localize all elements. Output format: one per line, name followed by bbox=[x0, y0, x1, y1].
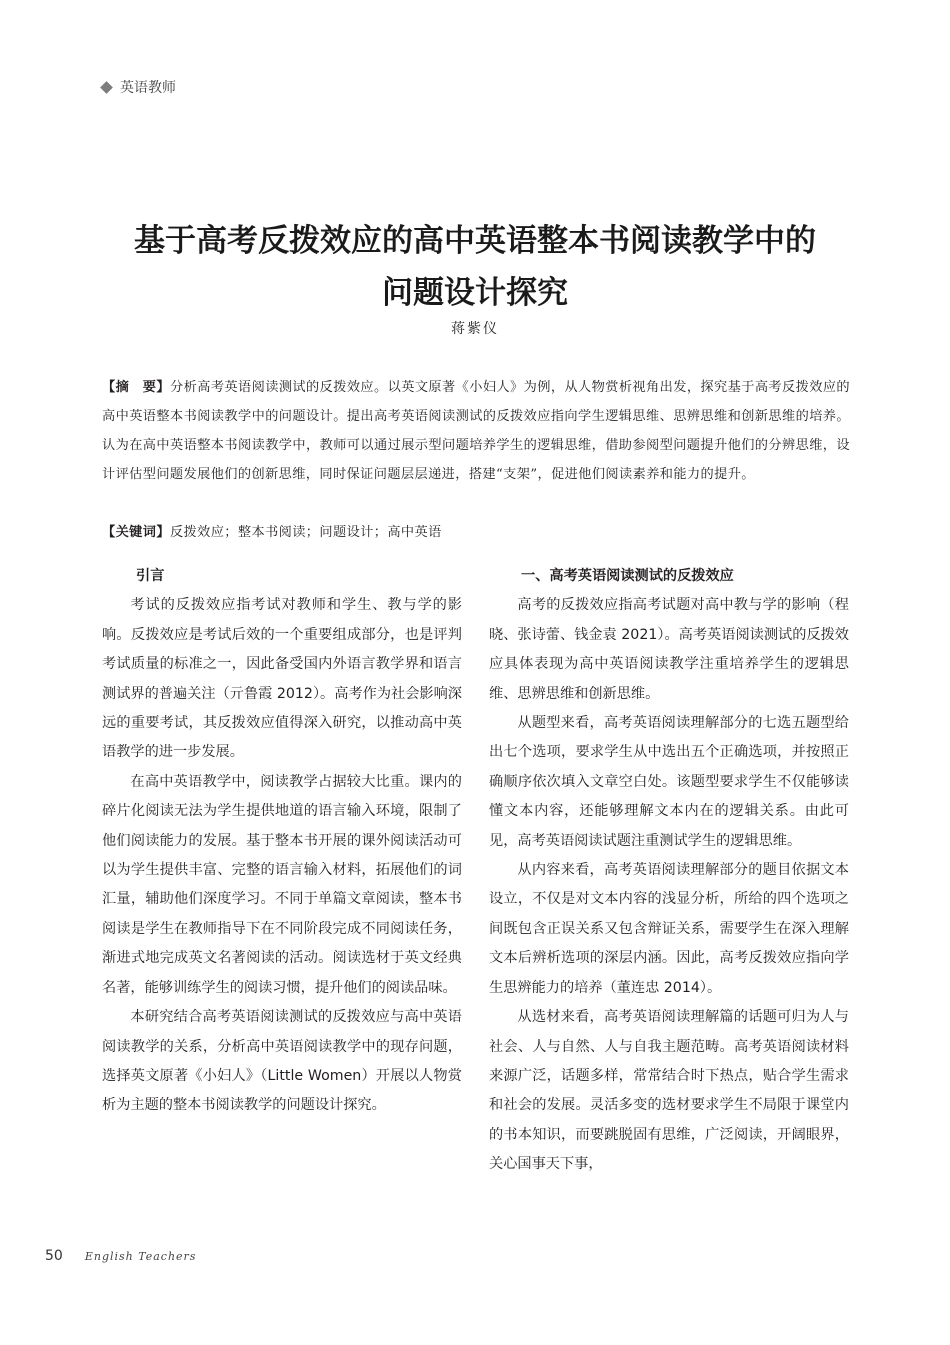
paragraph: 从题型来看，高考英语阅读理解部分的七选五题型给出七个选项，要求学生从中选出五个正确选项，并按照正确顺序依次填入文章空白处。该题型要求学生不仅能够读懂文本内容，还能够理解文本内在的逻辑关系。由此可见，高考英语阅读试题注重测试学生的逻辑思维。 bbox=[489, 715, 849, 849]
paragraph: 本研究结合高考英语阅读测试的反拨效应与高中英语阅读教学的关系，分析高中英语阅读教学中的现存问题，选择英文原著《小妇人》（Little Women）开展以人物赏析为主题的整本书阅读教学的问题设计探究。 bbox=[102, 1009, 462, 1114]
section-header bbox=[102, 76, 176, 98]
paragraph: 在高中英语教学中，阅读教学占据较大比重。课内的碎片化阅读无法为学生提供地道的语言输入环境，限制了他们阅读能力的发展。基于整本书开展的课外阅读活动可以为学生提供丰富、完整的语言输入材料，拓展他们的词汇量，辅助他们深度学习。不同于单篇文章阅读，整本书阅读是学生在教师指导下在不同阶段完成不同阅读任务，渐进式地完成英文名著阅读的活动。阅读选材于英文经典名著，能够训练学生的阅读习惯，提升他们的阅读品味。 bbox=[102, 773, 462, 996]
page-number: 50 bbox=[45, 1248, 63, 1264]
article-title bbox=[60, 215, 890, 319]
title-line-2: 问题设计探究 bbox=[382, 275, 568, 311]
title-line-1: 基于高考反拨效应的高中英语整本书阅读教学中的 bbox=[134, 223, 816, 259]
keywords bbox=[102, 518, 850, 547]
page-footer bbox=[45, 1248, 196, 1264]
paragraph: 高考的反拨效应指高考试题对高中教与学的影响（程晓、张诗蕾、钱金袁 2021）。高考英语阅读测试的反拨效应具体表现为高中英语阅读教学注重培养学生的逻辑思维、思辨思维和创新思维。 bbox=[489, 597, 849, 702]
journal-name: English Teachers bbox=[84, 1250, 197, 1263]
left-column bbox=[102, 562, 462, 1121]
keywords-text: 反拨效应；整本书阅读；问题设计；高中英语 bbox=[169, 525, 442, 540]
abstract-text: 分析高考英语阅读测试的反拨效应。以英文原著《小妇人》为例，从人物赏析视角出发，探究基于高考反拨效应的高中英语整本书阅读教学中的问题设计。提出高考英语阅读测试的反拨效应指向学生逻辑思维、思辨思维和创新思维的培养。认为在高中英语整本书阅读教学中，教师可以通过展示型问题培养学生的逻辑思维，借助参阅型问题提升他们的分辨思维，设计评估型问题发展他们的创新思维，同时保证问题层层递进，搭建“支架”，促进他们阅读素养和能力的提升。 bbox=[102, 380, 851, 482]
paragraph: 从内容来看，高考英语阅读理解部分的题目依据文本设立，不仅是对文本内容的浅显分析，所给的四个选项之间既包含正误关系又包含辩证关系，需要学生在深入理解文本后辨析选项的深层内涵。因此，高考反拨效应指向学生思辨能力的培养（董连忠 2014）。 bbox=[489, 862, 849, 996]
section-label: 英语教师 bbox=[120, 80, 176, 96]
section-heading-intro: 引言 bbox=[136, 568, 165, 584]
keywords-label: 【关键词】 bbox=[102, 525, 170, 540]
author-name: 蒋紫仪 bbox=[451, 321, 499, 337]
paragraph: 从选材来看，高考英语阅读理解篇的话题可归为人与社会、人与自然、人与自我主题范畴。高考英语阅读材料来源广泛，话题多样，常常结合时下热点，贴合学生需求和社会的发展。灵活多变的选材要求学生不局限于课堂内的书本知识，而要跳脱固有思维，广泛阅读，开阔眼界，关心国事天下事， bbox=[489, 1009, 849, 1173]
paragraph: 考试的反拨效应指考试对教师和学生、教与学的影响。反拨效应是考试后效的一个重要组成部分，也是评判考试质量的标准之一，因此备受国内外语言教学界和语言测试界的普遍关注（亓鲁霞 2012）。高考作为社会影响深远的重要考试，其反拨效应值得深入研究，以推动高中英语教学的进一步发展。 bbox=[102, 597, 462, 761]
abstract bbox=[102, 373, 850, 489]
abstract-label: 【摘 要】 bbox=[102, 380, 171, 395]
section-heading-1: 一、高考英语阅读测试的反拨效应 bbox=[521, 568, 734, 584]
right-column bbox=[489, 562, 849, 1180]
diamond-icon bbox=[100, 81, 113, 94]
